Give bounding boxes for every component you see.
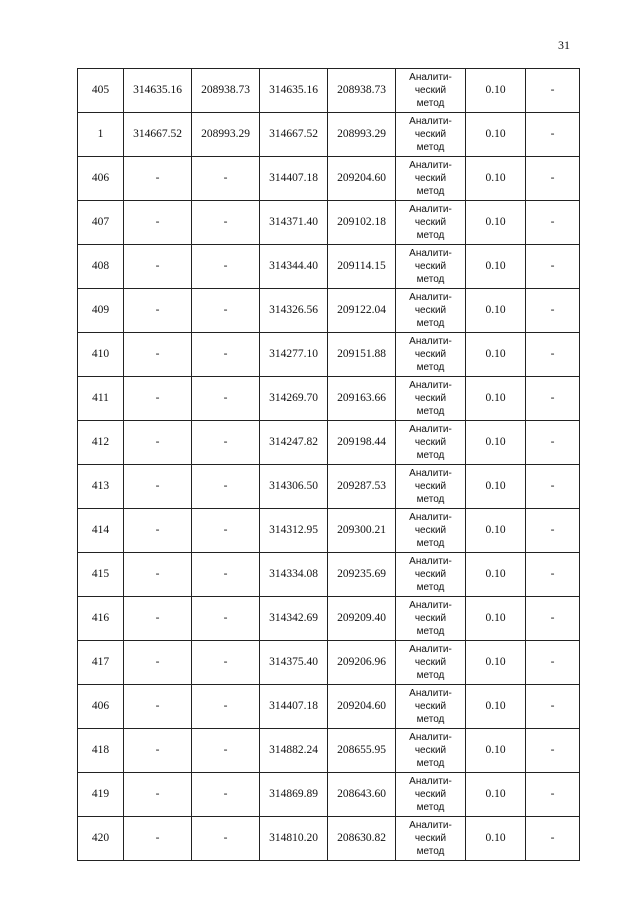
- accuracy-cell: 0.10: [466, 465, 526, 509]
- existing-y-cell: -: [192, 245, 260, 289]
- method-line: Аналити-: [409, 204, 452, 215]
- refined-y-cell: 209287.53: [328, 465, 396, 509]
- refined-y-cell: 209151.88: [328, 333, 396, 377]
- refined-x-cell: 314407.18: [260, 685, 328, 729]
- coordinates-table: [77, 68, 580, 861]
- method-cell: [396, 69, 466, 113]
- point-number-cell: 406: [78, 157, 124, 201]
- table-row: [78, 685, 580, 729]
- refined-x-cell: 314407.18: [260, 157, 328, 201]
- existing-x-cell: -: [124, 817, 192, 861]
- method-line: ческий: [414, 613, 447, 624]
- existing-x-cell: -: [124, 377, 192, 421]
- refined-y-cell: 208630.82: [328, 817, 396, 861]
- method-cell: [396, 685, 466, 729]
- point-number-cell: 410: [78, 333, 124, 377]
- method-cell: [396, 641, 466, 685]
- note-cell: -: [526, 553, 580, 597]
- method-cell: [396, 729, 466, 773]
- table-row: [78, 641, 580, 685]
- existing-y-cell: -: [192, 509, 260, 553]
- point-number-cell: 405: [78, 69, 124, 113]
- method-line: метод: [416, 538, 445, 549]
- existing-y-cell: -: [192, 817, 260, 861]
- refined-x-cell: 314269.70: [260, 377, 328, 421]
- method-line: метод: [416, 802, 445, 813]
- method-cell: [396, 157, 466, 201]
- point-number-cell: 412: [78, 421, 124, 465]
- table-row: [78, 421, 580, 465]
- existing-y-cell: -: [192, 553, 260, 597]
- existing-x-cell: 314635.16: [124, 69, 192, 113]
- table-row: [78, 113, 580, 157]
- method-line: ческий: [414, 657, 447, 668]
- refined-y-cell: 209204.60: [328, 157, 396, 201]
- method-line: Аналити-: [409, 644, 452, 655]
- table-row: [78, 509, 580, 553]
- table-row: [78, 157, 580, 201]
- method-line: ческий: [414, 701, 447, 712]
- refined-y-cell: 209198.44: [328, 421, 396, 465]
- refined-x-cell: 314342.69: [260, 597, 328, 641]
- method-cell: [396, 421, 466, 465]
- method-cell: [396, 377, 466, 421]
- method-line: ческий: [414, 261, 447, 272]
- method-line: Аналити-: [409, 468, 452, 479]
- accuracy-cell: 0.10: [466, 553, 526, 597]
- refined-y-cell: 208938.73: [328, 69, 396, 113]
- refined-y-cell: 209163.66: [328, 377, 396, 421]
- accuracy-cell: 0.10: [466, 773, 526, 817]
- refined-x-cell: 314247.82: [260, 421, 328, 465]
- method-line: ческий: [414, 481, 447, 492]
- method-line: ческий: [414, 393, 447, 404]
- refined-y-cell: 209122.04: [328, 289, 396, 333]
- accuracy-cell: 0.10: [466, 113, 526, 157]
- accuracy-cell: 0.10: [466, 421, 526, 465]
- table-row: [78, 817, 580, 861]
- refined-y-cell: 209114.15: [328, 245, 396, 289]
- method-line: Аналити-: [409, 336, 452, 347]
- existing-x-cell: -: [124, 245, 192, 289]
- method-line: Аналити-: [409, 380, 452, 391]
- refined-x-cell: 314306.50: [260, 465, 328, 509]
- existing-x-cell: -: [124, 333, 192, 377]
- table-row: [78, 245, 580, 289]
- note-cell: -: [526, 465, 580, 509]
- method-line: метод: [416, 274, 445, 285]
- point-number-cell: 407: [78, 201, 124, 245]
- method-line: Аналити-: [409, 248, 452, 259]
- method-line: ческий: [414, 569, 447, 580]
- existing-x-cell: -: [124, 157, 192, 201]
- accuracy-cell: 0.10: [466, 509, 526, 553]
- refined-y-cell: 208655.95: [328, 729, 396, 773]
- refined-x-cell: 314312.95: [260, 509, 328, 553]
- method-line: ческий: [414, 85, 447, 96]
- page-number: 31: [558, 38, 570, 52]
- refined-x-cell: 314344.40: [260, 245, 328, 289]
- method-line: метод: [416, 186, 445, 197]
- method-cell: [396, 289, 466, 333]
- refined-x-cell: 314326.56: [260, 289, 328, 333]
- accuracy-cell: 0.10: [466, 641, 526, 685]
- accuracy-cell: 0.10: [466, 729, 526, 773]
- refined-x-cell: 314277.10: [260, 333, 328, 377]
- table-row: [78, 729, 580, 773]
- method-line: метод: [416, 626, 445, 637]
- table-body: [78, 69, 580, 861]
- accuracy-cell: 0.10: [466, 597, 526, 641]
- refined-y-cell: 208993.29: [328, 113, 396, 157]
- method-line: Аналити-: [409, 776, 452, 787]
- method-line: Аналити-: [409, 556, 452, 567]
- existing-x-cell: -: [124, 289, 192, 333]
- note-cell: -: [526, 729, 580, 773]
- refined-y-cell: 209235.69: [328, 553, 396, 597]
- refined-x-cell: 314375.40: [260, 641, 328, 685]
- refined-y-cell: 209204.60: [328, 685, 396, 729]
- existing-x-cell: -: [124, 773, 192, 817]
- method-cell: [396, 817, 466, 861]
- point-number-cell: 420: [78, 817, 124, 861]
- method-line: метод: [416, 582, 445, 593]
- refined-y-cell: 209102.18: [328, 201, 396, 245]
- method-line: ческий: [414, 173, 447, 184]
- note-cell: -: [526, 157, 580, 201]
- existing-y-cell: -: [192, 201, 260, 245]
- method-line: Аналити-: [409, 600, 452, 611]
- existing-y-cell: -: [192, 333, 260, 377]
- existing-y-cell: 208938.73: [192, 69, 260, 113]
- refined-x-cell: 314371.40: [260, 201, 328, 245]
- existing-y-cell: -: [192, 157, 260, 201]
- existing-x-cell: -: [124, 465, 192, 509]
- point-number-cell: 419: [78, 773, 124, 817]
- table-row: [78, 773, 580, 817]
- method-cell: [396, 201, 466, 245]
- table-row: [78, 69, 580, 113]
- existing-x-cell: -: [124, 509, 192, 553]
- point-number-cell: 406: [78, 685, 124, 729]
- method-line: ческий: [414, 745, 447, 756]
- method-line: ческий: [414, 525, 447, 536]
- method-line: ческий: [414, 437, 447, 448]
- existing-x-cell: -: [124, 421, 192, 465]
- point-number-cell: 1: [78, 113, 124, 157]
- existing-x-cell: -: [124, 553, 192, 597]
- method-line: ческий: [414, 349, 447, 360]
- method-line: Аналити-: [409, 820, 452, 831]
- method-line: метод: [416, 450, 445, 461]
- note-cell: -: [526, 113, 580, 157]
- method-line: ческий: [414, 305, 447, 316]
- point-number-cell: 418: [78, 729, 124, 773]
- method-line: метод: [416, 318, 445, 329]
- method-line: метод: [416, 846, 445, 857]
- method-line: метод: [416, 670, 445, 681]
- method-cell: [396, 773, 466, 817]
- accuracy-cell: 0.10: [466, 245, 526, 289]
- accuracy-cell: 0.10: [466, 377, 526, 421]
- method-line: Аналити-: [409, 292, 452, 303]
- table-row: [78, 289, 580, 333]
- point-number-cell: 417: [78, 641, 124, 685]
- note-cell: -: [526, 377, 580, 421]
- point-number-cell: 413: [78, 465, 124, 509]
- point-number-cell: 415: [78, 553, 124, 597]
- method-line: ческий: [414, 789, 447, 800]
- table-row: [78, 597, 580, 641]
- method-cell: [396, 245, 466, 289]
- method-line: Аналити-: [409, 116, 452, 127]
- point-number-cell: 411: [78, 377, 124, 421]
- note-cell: -: [526, 245, 580, 289]
- existing-y-cell: -: [192, 773, 260, 817]
- method-line: метод: [416, 98, 445, 109]
- existing-y-cell: 208993.29: [192, 113, 260, 157]
- method-line: метод: [416, 362, 445, 373]
- note-cell: -: [526, 641, 580, 685]
- accuracy-cell: 0.10: [466, 817, 526, 861]
- point-number-cell: 414: [78, 509, 124, 553]
- method-line: Аналити-: [409, 160, 452, 171]
- accuracy-cell: 0.10: [466, 69, 526, 113]
- method-line: метод: [416, 142, 445, 153]
- table-row: [78, 201, 580, 245]
- method-line: ческий: [414, 129, 447, 140]
- method-cell: [396, 597, 466, 641]
- accuracy-cell: 0.10: [466, 157, 526, 201]
- method-cell: [396, 509, 466, 553]
- refined-x-cell: 314810.20: [260, 817, 328, 861]
- method-line: метод: [416, 494, 445, 505]
- method-line: Аналити-: [409, 512, 452, 523]
- method-line: ческий: [414, 833, 447, 844]
- method-line: метод: [416, 230, 445, 241]
- method-line: Аналити-: [409, 424, 452, 435]
- method-cell: [396, 553, 466, 597]
- existing-x-cell: -: [124, 641, 192, 685]
- method-line: метод: [416, 406, 445, 417]
- note-cell: -: [526, 333, 580, 377]
- table-row: [78, 553, 580, 597]
- existing-y-cell: -: [192, 729, 260, 773]
- method-line: метод: [416, 714, 445, 725]
- existing-x-cell: -: [124, 201, 192, 245]
- existing-y-cell: -: [192, 597, 260, 641]
- refined-x-cell: 314882.24: [260, 729, 328, 773]
- note-cell: -: [526, 509, 580, 553]
- existing-x-cell: 314667.52: [124, 113, 192, 157]
- refined-y-cell: 209300.21: [328, 509, 396, 553]
- existing-y-cell: -: [192, 377, 260, 421]
- note-cell: -: [526, 685, 580, 729]
- existing-y-cell: -: [192, 421, 260, 465]
- refined-x-cell: 314667.52: [260, 113, 328, 157]
- method-line: Аналити-: [409, 732, 452, 743]
- accuracy-cell: 0.10: [466, 685, 526, 729]
- existing-y-cell: -: [192, 641, 260, 685]
- method-cell: [396, 465, 466, 509]
- existing-y-cell: -: [192, 465, 260, 509]
- existing-x-cell: -: [124, 685, 192, 729]
- method-cell: [396, 333, 466, 377]
- refined-x-cell: 314334.08: [260, 553, 328, 597]
- method-cell: [396, 113, 466, 157]
- point-number-cell: 409: [78, 289, 124, 333]
- method-line: ческий: [414, 217, 447, 228]
- accuracy-cell: 0.10: [466, 333, 526, 377]
- point-number-cell: 416: [78, 597, 124, 641]
- note-cell: -: [526, 817, 580, 861]
- note-cell: -: [526, 421, 580, 465]
- refined-y-cell: 209206.96: [328, 641, 396, 685]
- refined-y-cell: 209209.40: [328, 597, 396, 641]
- table-row: [78, 377, 580, 421]
- refined-x-cell: 314635.16: [260, 69, 328, 113]
- table-row: [78, 465, 580, 509]
- note-cell: -: [526, 289, 580, 333]
- accuracy-cell: 0.10: [466, 201, 526, 245]
- note-cell: -: [526, 69, 580, 113]
- accuracy-cell: 0.10: [466, 289, 526, 333]
- refined-x-cell: 314869.89: [260, 773, 328, 817]
- existing-x-cell: -: [124, 729, 192, 773]
- note-cell: -: [526, 201, 580, 245]
- table-row: [78, 333, 580, 377]
- existing-x-cell: -: [124, 597, 192, 641]
- existing-y-cell: -: [192, 685, 260, 729]
- point-number-cell: 408: [78, 245, 124, 289]
- note-cell: -: [526, 597, 580, 641]
- note-cell: -: [526, 773, 580, 817]
- method-line: Аналити-: [409, 72, 452, 83]
- existing-y-cell: -: [192, 289, 260, 333]
- refined-y-cell: 208643.60: [328, 773, 396, 817]
- method-line: метод: [416, 758, 445, 769]
- method-line: Аналити-: [409, 688, 452, 699]
